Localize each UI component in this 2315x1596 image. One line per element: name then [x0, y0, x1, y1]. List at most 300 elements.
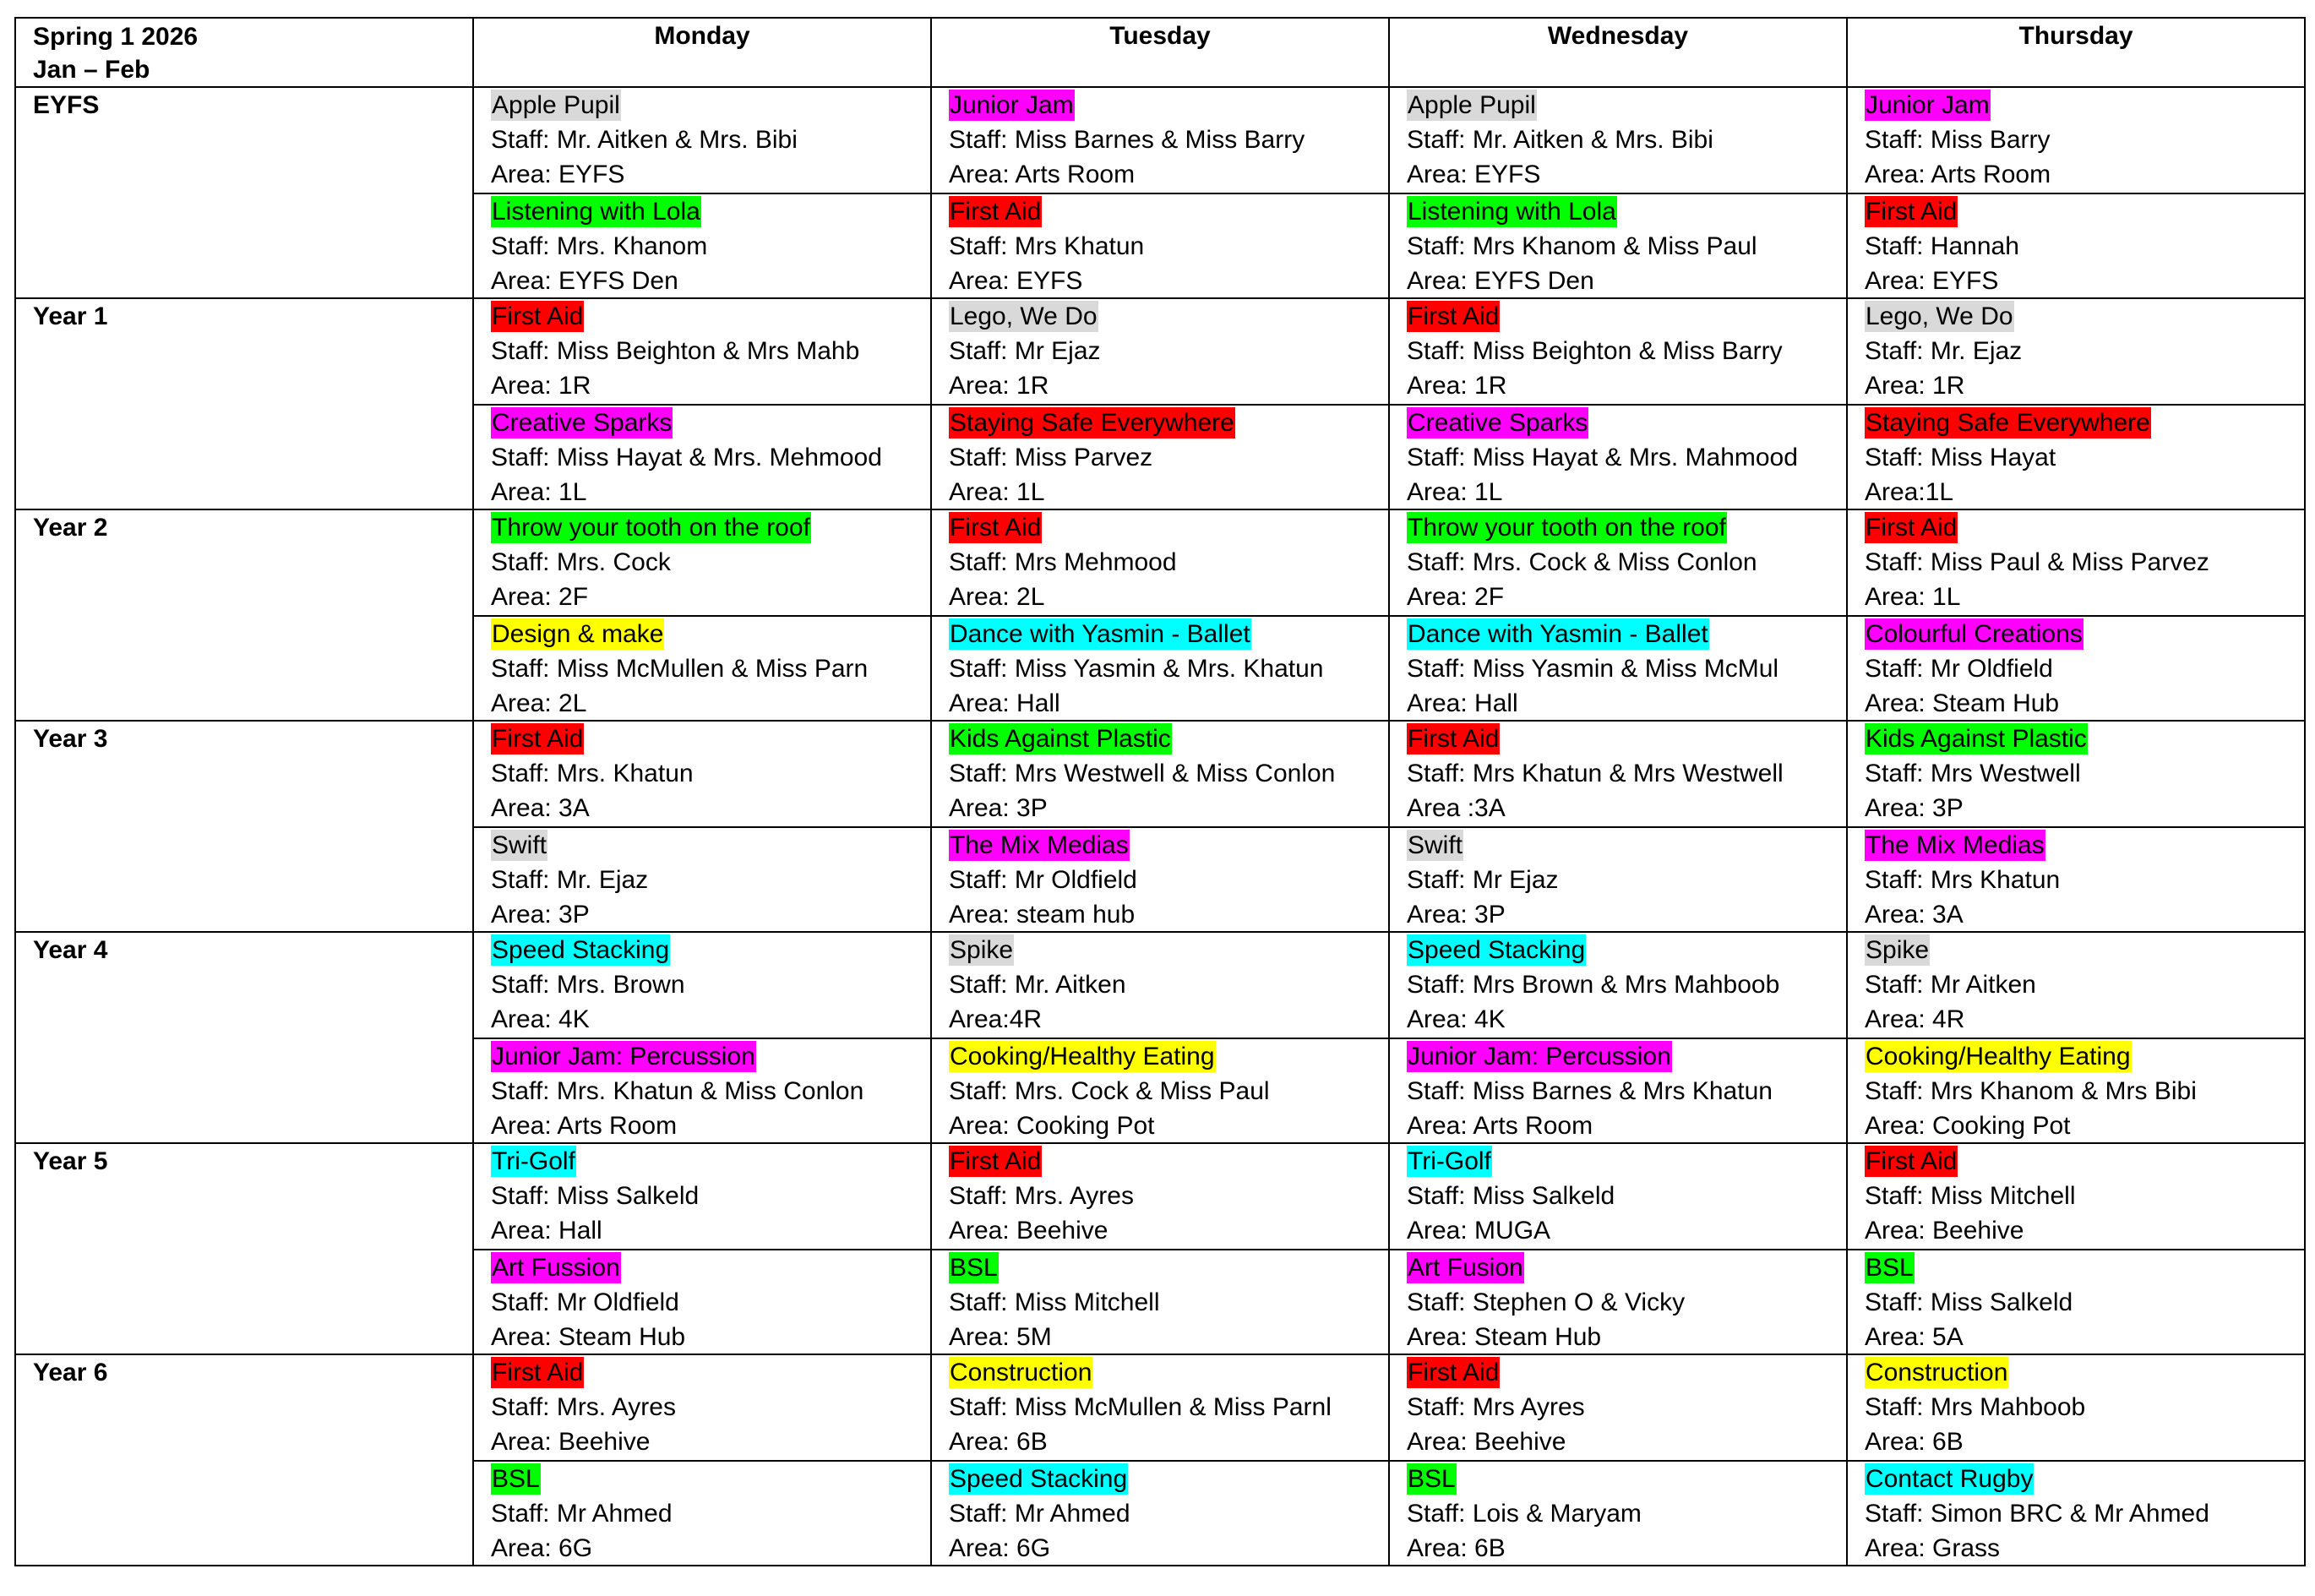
timetable: [14, 17, 2306, 1566]
area-text: Area: 3P: [1407, 901, 1506, 929]
activity-slot: [474, 193, 930, 297]
activity-line: [1407, 933, 1846, 967]
activity-slot: [932, 404, 1388, 509]
day-cell-wednesday: [1389, 721, 1847, 932]
area-text: Area: 3A: [1865, 901, 1964, 929]
area-text: Area: 1R: [491, 372, 591, 400]
area-text: Area: Beehive: [491, 1428, 651, 1456]
day-cell-thursday: [1847, 509, 2305, 721]
activity-line: [1865, 406, 2304, 440]
staff-text: Staff: Mr Ahmed: [949, 1500, 1130, 1528]
timetable-header: [15, 18, 2305, 87]
staff-text: Staff: Mr Oldfield: [1865, 655, 2053, 683]
activity-name: Listening with Lola: [1408, 198, 1616, 226]
header-row: [15, 18, 2305, 87]
activity-name: First Aid: [1866, 1147, 1958, 1175]
staff-text: Staff: Miss Beighton & Mrs Mahb: [491, 337, 860, 365]
activity-name: First Aid: [1408, 725, 1500, 753]
staff-text: Staff: Miss Salkeld: [1407, 1182, 1615, 1210]
year-label: EYFS: [15, 87, 473, 298]
activity-line: [1407, 1250, 1846, 1285]
activity-line: [491, 1250, 930, 1285]
area-text: Area: 6B: [1865, 1428, 1964, 1456]
area-text: Area: 2F: [1407, 583, 1505, 611]
day-cell-tuesday: [931, 298, 1389, 509]
area-text: Area: MUGA: [1407, 1217, 1551, 1245]
activity-line: [949, 1039, 1388, 1074]
activity-line: [1865, 1355, 2304, 1390]
area-text: Area: 4K: [1407, 1005, 1506, 1033]
day-cell-monday: [473, 87, 931, 298]
day-header-thursday: Thursday: [1847, 18, 2305, 87]
day-header-monday: Monday: [473, 18, 931, 87]
staff-text: Staff: Miss Yasmin & Mrs. Khatun: [949, 655, 1324, 683]
activity-line: [1865, 194, 2304, 229]
staff-text: Staff: Miss Hayat & Mrs. Mehmood: [491, 444, 882, 471]
area-text: Area: Hall: [949, 689, 1060, 717]
activity-name: Speed Stacking: [950, 1465, 1128, 1493]
activity-line: [949, 722, 1388, 756]
activity-name: BSL: [492, 1465, 540, 1493]
activity-slot: [474, 1355, 930, 1460]
activity-line: [1407, 194, 1846, 229]
activity-line: [1865, 1250, 2304, 1285]
staff-text: Staff: Mrs Khanom & Miss Paul: [1407, 232, 1757, 260]
activity-name: Construction: [950, 1359, 1092, 1386]
year-label: Year 1: [15, 298, 473, 509]
activity-name: Junior Jam: Percussion: [492, 1043, 755, 1070]
activity-name: Creative Sparks: [492, 409, 673, 437]
activity-line: [1407, 1462, 1846, 1496]
area-text: Area: steam hub: [949, 901, 1136, 929]
area-text: Area: 1R: [1407, 372, 1507, 400]
staff-text: Staff: Miss McMullen & Miss Parnl: [949, 1393, 1332, 1421]
activity-name: Apple Pupil: [492, 91, 620, 119]
staff-text: Staff: Miss Mitchell: [1865, 1182, 2076, 1210]
area-text: Area:4R: [949, 1005, 1043, 1033]
term-header-cell: [15, 18, 473, 87]
staff-text: Staff: Mrs Khatun: [1865, 866, 2061, 894]
activity-name: Construction: [1866, 1359, 2008, 1386]
day-cell-wednesday: [1389, 932, 1847, 1143]
activity-slot: [474, 404, 930, 509]
activity-slot: [1848, 404, 2304, 509]
term-dates: Jan – Feb: [33, 56, 150, 84]
activity-slot: [1390, 88, 1846, 193]
activity-name: Cooking/Healthy Eating: [1866, 1043, 2131, 1070]
day-cell-tuesday: [931, 1143, 1389, 1354]
day-cell-thursday: [1847, 298, 2305, 509]
staff-text: Staff: Mrs. Brown: [491, 971, 685, 999]
day-cell-monday: [473, 298, 931, 509]
activity-slot: [932, 88, 1388, 193]
activity-slot: [1390, 1355, 1846, 1460]
activity-slot: [1848, 933, 2304, 1038]
activity-name: First Aid: [950, 514, 1042, 542]
area-text: Area: 3P: [491, 901, 590, 929]
timetable-body: [15, 87, 2305, 1566]
day-cell-monday: [473, 509, 931, 721]
activity-line: [949, 194, 1388, 229]
area-text: Area: 3P: [949, 794, 1048, 822]
activity-line: [491, 1462, 930, 1496]
activity-slot: [1390, 1144, 1846, 1249]
activity-line: [1407, 828, 1846, 863]
staff-text: Staff: Miss Salkeld: [491, 1182, 700, 1210]
staff-text: Staff: Mr. Ejaz: [1865, 337, 2023, 365]
activity-line: [1407, 1039, 1846, 1074]
area-text: Area: EYFS Den: [1407, 267, 1594, 295]
activity-name: Swift: [1408, 831, 1463, 859]
activity-line: [1865, 617, 2304, 651]
staff-text: Staff: Miss McMullen & Miss Parn: [491, 655, 869, 683]
area-text: Area: Arts Room: [491, 1112, 678, 1140]
activity-line: [1865, 722, 2304, 756]
day-cell-thursday: [1847, 1143, 2305, 1354]
staff-text: Staff: Mrs. Ayres: [949, 1182, 1134, 1210]
activity-name: Speed Stacking: [492, 936, 670, 964]
activity-name: Art Fusion: [1408, 1254, 1523, 1282]
activity-name: First Aid: [950, 1147, 1042, 1175]
activity-slot: [932, 1038, 1388, 1142]
activity-slot: [474, 615, 930, 720]
activity-slot: [932, 1249, 1388, 1354]
activity-slot: [932, 1460, 1388, 1565]
staff-text: Staff: Mrs Brown & Mrs Mahboob: [1407, 971, 1780, 999]
activity-line: [1407, 1355, 1846, 1390]
area-text: Area: 2L: [949, 583, 1045, 611]
activity-slot: [1848, 826, 2304, 931]
activity-line: [949, 88, 1388, 123]
staff-text: Staff: Mr. Ejaz: [491, 866, 649, 894]
area-text: Area: 2L: [491, 689, 587, 717]
activity-name: Listening with Lola: [492, 198, 700, 226]
staff-text: Staff: Mr. Aitken: [949, 971, 1126, 999]
day-cell-thursday: [1847, 87, 2305, 298]
activity-name: Staying Safe Everywhere: [950, 409, 1234, 437]
activity-name: Kids Against Plastic: [950, 725, 1171, 753]
day-cell-wednesday: [1389, 87, 1847, 298]
staff-text: Staff: Miss Barnes & Mrs Khatun: [1407, 1077, 1773, 1105]
day-cell-thursday: [1847, 932, 2305, 1143]
activity-slot: [1390, 722, 1846, 826]
area-text: Area: 1R: [949, 372, 1049, 400]
activity-name: Colourful Creations: [1866, 620, 2083, 648]
area-text: Area: EYFS Den: [491, 267, 678, 295]
activity-slot: [474, 1038, 930, 1142]
activity-name: Cooking/Healthy Eating: [950, 1043, 1215, 1070]
year-row: [15, 1143, 2305, 1354]
activity-line: [1865, 1144, 2304, 1179]
activity-slot: [932, 615, 1388, 720]
day-cell-thursday: [1847, 1354, 2305, 1566]
activity-slot: [474, 826, 930, 931]
activity-slot: [1848, 1144, 2304, 1249]
activity-line: [491, 828, 930, 863]
year-row: [15, 298, 2305, 509]
staff-text: Staff: Miss Salkeld: [1865, 1288, 2073, 1316]
activity-slot: [932, 1355, 1388, 1460]
staff-text: Staff: Miss Mitchell: [949, 1288, 1160, 1316]
activity-line: [949, 617, 1388, 651]
staff-text: Staff: Miss Barry: [1865, 126, 2051, 154]
day-cell-monday: [473, 1354, 931, 1566]
activity-line: [1865, 299, 2304, 334]
staff-text: Staff: Miss Barnes & Miss Barry: [949, 126, 1305, 154]
area-text: Area: Beehive: [1865, 1217, 2024, 1245]
activity-line: [491, 722, 930, 756]
activity-line: [491, 88, 930, 123]
area-text: Area: Arts Room: [1407, 1112, 1593, 1140]
day-cell-tuesday: [931, 509, 1389, 721]
activity-name: Tri-Golf: [1408, 1147, 1491, 1175]
day-cell-tuesday: [931, 932, 1389, 1143]
activity-line: [491, 933, 930, 967]
year-label: Year 3: [15, 721, 473, 932]
activity-line: [1865, 933, 2304, 967]
activity-name: Swift: [492, 831, 547, 859]
activity-slot: [932, 510, 1388, 615]
activity-line: [491, 1144, 930, 1179]
activity-name: Junior Jam: [1866, 91, 1990, 119]
area-text: Area: Steam Hub: [1407, 1323, 1602, 1351]
area-text: Area: 3A: [491, 794, 590, 822]
activity-slot: [932, 933, 1388, 1038]
year-label: Year 6: [15, 1354, 473, 1566]
activity-name: First Aid: [492, 725, 584, 753]
activity-line: [491, 1039, 930, 1074]
staff-text: Staff: Mr Ejaz: [949, 337, 1101, 365]
area-text: Area: 1L: [1865, 583, 1961, 611]
day-cell-wednesday: [1389, 1354, 1847, 1566]
day-cell-wednesday: [1389, 298, 1847, 509]
year-row: [15, 1354, 2305, 1566]
activity-line: [949, 933, 1388, 967]
activity-name: First Aid: [492, 1359, 584, 1386]
activity-name: BSL: [950, 1254, 998, 1282]
area-text: Area: 5M: [949, 1323, 1052, 1351]
activity-line: [491, 1355, 930, 1390]
day-cell-tuesday: [931, 721, 1389, 932]
staff-text: Staff: Mrs Khatun: [949, 232, 1145, 260]
activity-name: Dance with Yasmin - Ballet: [950, 620, 1250, 648]
staff-text: Staff: Miss Hayat & Mrs. Mahmood: [1407, 444, 1798, 471]
staff-text: Staff: Miss Yasmin & Miss McMul: [1407, 655, 1779, 683]
activity-name: Lego, We Do: [1866, 302, 2013, 330]
activity-slot: [1390, 299, 1846, 404]
area-text: Area: Cooking Pot: [949, 1112, 1155, 1140]
staff-text: Staff: Mrs Westwell: [1865, 760, 2081, 787]
activity-slot: [474, 88, 930, 193]
staff-text: Staff: Miss Paul & Miss Parvez: [1865, 548, 2209, 576]
activity-line: [949, 1355, 1388, 1390]
activity-line: [949, 1462, 1388, 1496]
area-text: Area: Arts Room: [949, 161, 1136, 188]
activity-line: [949, 299, 1388, 334]
activity-name: Throw your tooth on the roof: [1408, 514, 1726, 542]
activity-line: [491, 194, 930, 229]
area-text: Area: EYFS: [1407, 161, 1541, 188]
activity-name: Art Fussion: [492, 1254, 620, 1282]
staff-text: Staff: Miss Beighton & Miss Barry: [1407, 337, 1783, 365]
staff-text: Staff: Mr Ahmed: [491, 1500, 673, 1528]
area-text: Area: Grass: [1865, 1534, 2001, 1562]
staff-text: Staff: Miss Hayat: [1865, 444, 2056, 471]
year-row: [15, 721, 2305, 932]
day-cell-monday: [473, 932, 931, 1143]
staff-text: Staff: Mrs. Cock: [491, 548, 671, 576]
area-text: Area: 1R: [1865, 372, 1965, 400]
day-cell-monday: [473, 1143, 931, 1354]
activity-slot: [474, 933, 930, 1038]
activity-slot: [932, 1144, 1388, 1249]
activity-slot: [1390, 193, 1846, 297]
activity-name: Design & make: [492, 620, 664, 648]
year-label: Year 2: [15, 509, 473, 721]
area-text: Area: 5A: [1865, 1323, 1964, 1351]
activity-line: [949, 828, 1388, 863]
staff-text: Staff: Mr Oldfield: [949, 866, 1137, 894]
activity-slot: [474, 1249, 930, 1354]
staff-text: Staff: Mrs. Cock & Miss Paul: [949, 1077, 1270, 1105]
activity-slot: [1848, 1249, 2304, 1354]
activity-line: [491, 406, 930, 440]
activity-line: [949, 406, 1388, 440]
activity-slot: [1848, 193, 2304, 297]
area-text: Area: 1L: [1407, 478, 1503, 506]
staff-text: Staff: Mrs. Khatun & Miss Conlon: [491, 1077, 864, 1105]
staff-text: Staff: Mrs Mahboob: [1865, 1393, 2086, 1421]
activity-name: The Mix Medias: [1866, 831, 2045, 859]
activity-name: Spike: [950, 936, 1014, 964]
staff-text: Staff: Lois & Maryam: [1407, 1500, 1642, 1528]
staff-text: Staff: Mr. Aitken & Mrs. Bibi: [491, 126, 798, 154]
activity-line: [491, 617, 930, 651]
staff-text: Staff: Mrs Ayres: [1407, 1393, 1585, 1421]
area-text: Area: 1L: [949, 478, 1045, 506]
area-text: Area: 6G: [491, 1534, 593, 1562]
day-cell-tuesday: [931, 1354, 1389, 1566]
year-label: Year 5: [15, 1143, 473, 1354]
activity-line: [1865, 1462, 2304, 1496]
area-text: Area: Steam Hub: [1865, 689, 2060, 717]
staff-text: Staff: Mr. Aitken & Mrs. Bibi: [1407, 126, 1713, 154]
activity-slot: [1848, 299, 2304, 404]
activity-line: [949, 1250, 1388, 1285]
activity-slot: [474, 299, 930, 404]
area-text: Area: EYFS: [491, 161, 625, 188]
day-cell-wednesday: [1389, 1143, 1847, 1354]
activity-line: [491, 299, 930, 334]
activity-name: Kids Against Plastic: [1866, 725, 2087, 753]
activity-slot: [1390, 615, 1846, 720]
activity-name: The Mix Medias: [950, 831, 1129, 859]
activity-line: [1407, 722, 1846, 756]
activity-name: Lego, We Do: [950, 302, 1098, 330]
activity-slot: [1390, 826, 1846, 931]
activity-name: Staying Safe Everywhere: [1866, 409, 2150, 437]
activity-name: Spike: [1866, 936, 1930, 964]
area-text: Area: Steam Hub: [491, 1323, 686, 1351]
activity-name: BSL: [1408, 1465, 1456, 1493]
activity-line: [1407, 406, 1846, 440]
staff-text: Staff: Mrs. Cock & Miss Conlon: [1407, 548, 1757, 576]
activity-name: Contact Rugby: [1866, 1465, 2034, 1493]
activity-slot: [1848, 1038, 2304, 1142]
area-text: Area: EYFS: [1865, 267, 1999, 295]
staff-text: Staff: Mr Ejaz: [1407, 866, 1559, 894]
staff-text: Staff: Mrs. Khatun: [491, 760, 694, 787]
staff-text: Staff: Miss Parvez: [949, 444, 1153, 471]
activity-name: First Aid: [1866, 514, 1958, 542]
staff-text: Staff: Hannah: [1865, 232, 2019, 260]
area-text: Area: Arts Room: [1865, 161, 2051, 188]
day-cell-tuesday: [931, 87, 1389, 298]
day-cell-monday: [473, 721, 931, 932]
year-row: [15, 87, 2305, 298]
activity-slot: [1848, 510, 2304, 615]
activity-line: [1865, 828, 2304, 863]
area-text: Area :3A: [1407, 794, 1506, 822]
activity-slot: [474, 1144, 930, 1249]
area-text: Area: 2F: [491, 583, 589, 611]
activity-slot: [1390, 933, 1846, 1038]
activity-line: [1407, 88, 1846, 123]
activity-name: First Aid: [1408, 1359, 1500, 1386]
area-text: Area: 6B: [949, 1428, 1048, 1456]
area-text: Area: EYFS: [949, 267, 1083, 295]
day-header-wednesday: Wednesday: [1389, 18, 1847, 87]
activity-slot: [1848, 722, 2304, 826]
activity-name: Junior Jam: [950, 91, 1074, 119]
area-text: Area: 6B: [1407, 1534, 1506, 1562]
activity-slot: [474, 1460, 930, 1565]
year-row: [15, 932, 2305, 1143]
activity-slot: [1848, 88, 2304, 193]
activity-line: [1407, 510, 1846, 545]
activity-line: [491, 510, 930, 545]
staff-text: Staff: Mrs Westwell & Miss Conlon: [949, 760, 1336, 787]
activity-name: Apple Pupil: [1408, 91, 1536, 119]
activity-name: First Aid: [1408, 302, 1500, 330]
area-text: Area: Hall: [491, 1217, 602, 1245]
term-title: Spring 1 2026: [33, 23, 199, 51]
activity-slot: [1390, 510, 1846, 615]
activity-slot: [1848, 1460, 2304, 1565]
day-cell-thursday: [1847, 721, 2305, 932]
activity-name: Creative Sparks: [1408, 409, 1588, 437]
activity-line: [949, 510, 1388, 545]
activity-slot: [1390, 404, 1846, 509]
area-text: Area: Hall: [1407, 689, 1518, 717]
activity-name: First Aid: [492, 302, 584, 330]
activity-name: First Aid: [1866, 198, 1958, 226]
activity-slot: [932, 299, 1388, 404]
day-header-tuesday: Tuesday: [931, 18, 1389, 87]
staff-text: Staff: Stephen O & Vicky: [1407, 1288, 1686, 1316]
year-label: Year 4: [15, 932, 473, 1143]
activity-slot: [1390, 1038, 1846, 1142]
activity-line: [1865, 88, 2304, 123]
staff-text: Staff: Mrs. Khanom: [491, 232, 708, 260]
staff-text: Staff: Mr Oldfield: [491, 1288, 679, 1316]
staff-text: Staff: Mrs Mehmood: [949, 548, 1177, 576]
area-text: Area: 6G: [949, 1534, 1051, 1562]
activity-line: [949, 1144, 1388, 1179]
activity-name: Tri-Golf: [492, 1147, 575, 1175]
activity-line: [1407, 617, 1846, 651]
activity-name: Throw your tooth on the roof: [492, 514, 810, 542]
